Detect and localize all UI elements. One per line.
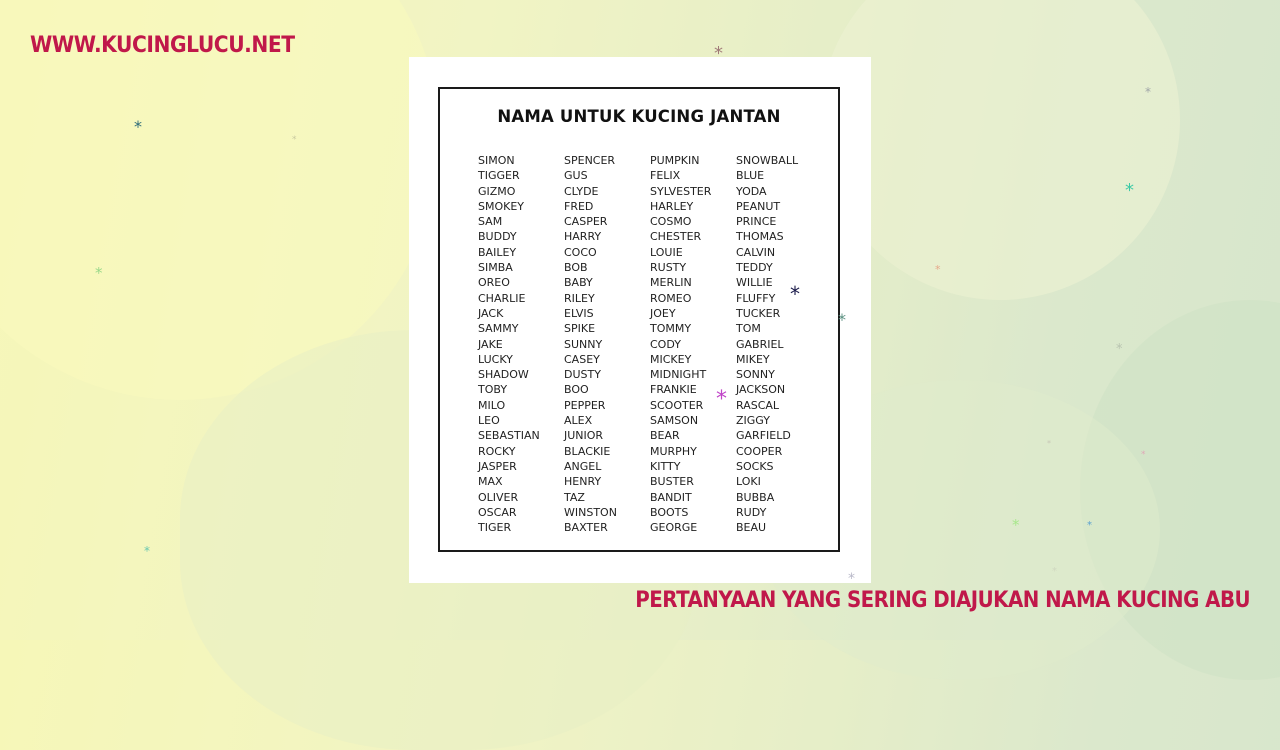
cat-name: HARLEY bbox=[650, 199, 694, 213]
cat-name: GUS bbox=[564, 169, 588, 183]
cat-name: CALVIN bbox=[736, 245, 776, 259]
cat-name: ROCKY bbox=[478, 444, 516, 458]
star-icon: * bbox=[95, 264, 103, 282]
cat-name: HENRY bbox=[564, 475, 602, 489]
star-icon: * bbox=[144, 544, 150, 558]
cat-name: MIKEY bbox=[736, 352, 770, 366]
star-icon: * bbox=[1116, 342, 1123, 357]
cat-name: SEBASTIAN bbox=[478, 429, 540, 443]
cat-name: FRED bbox=[564, 199, 594, 213]
cat-name: TEDDY bbox=[736, 261, 773, 275]
cat-name: SIMBA bbox=[478, 261, 513, 275]
cat-name: YODA bbox=[736, 184, 767, 198]
cat-name: CLYDE bbox=[564, 184, 599, 198]
cat-name: FELIX bbox=[650, 169, 681, 183]
cat-name: BAXTER bbox=[564, 521, 608, 535]
cat-name: OSCAR bbox=[478, 505, 517, 519]
cat-name: LOKI bbox=[736, 475, 761, 489]
star-icon: * bbox=[935, 263, 941, 276]
cat-name: BANDIT bbox=[650, 490, 692, 504]
cat-name: COSMO bbox=[650, 215, 692, 229]
cat-name: BABY bbox=[564, 276, 593, 290]
cat-name: BLUE bbox=[736, 169, 765, 183]
star-icon: * bbox=[292, 135, 297, 145]
cat-name: TUCKER bbox=[736, 306, 781, 320]
cat-name: BOO bbox=[564, 383, 589, 397]
cat-name: FLUFFY bbox=[736, 291, 776, 305]
cat-name: RILEY bbox=[564, 291, 595, 305]
cat-name: THOMAS bbox=[736, 230, 784, 244]
names-column bbox=[478, 153, 564, 535]
star-icon: * bbox=[838, 310, 846, 329]
cat-name: MAX bbox=[478, 475, 503, 489]
cat-name: MERLIN bbox=[650, 276, 692, 290]
cat-name: TIGGER bbox=[478, 169, 520, 183]
site-url-logo[interactable]: WWW.KUCINGLUCU.NET bbox=[30, 33, 295, 58]
cat-name: BOB bbox=[564, 261, 588, 275]
cat-name: PUMPKIN bbox=[650, 154, 700, 167]
cat-name: OLIVER bbox=[478, 490, 519, 504]
names-column bbox=[736, 153, 822, 535]
cat-name: JASPER bbox=[478, 459, 517, 473]
cat-name: WILLIE bbox=[736, 276, 773, 290]
cat-name: GARFIELD bbox=[736, 429, 791, 443]
cat-name: BEAR bbox=[650, 429, 680, 443]
names-frame bbox=[438, 87, 840, 552]
cat-name: JACKSON bbox=[736, 383, 786, 397]
cat-name: SCOOTER bbox=[650, 398, 704, 412]
cat-name: TOM bbox=[736, 322, 761, 336]
cat-name: BUDDY bbox=[478, 230, 517, 244]
cat-name: FRANKIE bbox=[650, 383, 697, 397]
names-column bbox=[564, 153, 650, 535]
cat-name: BEAU bbox=[736, 521, 767, 535]
cat-name: SAMSON bbox=[650, 414, 699, 428]
star-icon: * bbox=[716, 387, 727, 412]
cat-name: TAZ bbox=[564, 490, 585, 504]
cat-name: GEORGE bbox=[650, 521, 698, 535]
cat-name: RUSTY bbox=[650, 261, 687, 275]
cat-name: SOCKS bbox=[736, 459, 774, 473]
cat-name: CODY bbox=[650, 337, 681, 351]
cat-name: CASEY bbox=[564, 352, 600, 366]
cat-name: PRINCE bbox=[736, 215, 777, 229]
cat-name: ROMEO bbox=[650, 291, 692, 305]
star-icon: * bbox=[1012, 516, 1020, 534]
cat-name: ALEX bbox=[564, 414, 593, 428]
cat-name: SPIKE bbox=[564, 322, 596, 336]
list-title: NAMA UNTUK KUCING JANTAN bbox=[497, 107, 781, 126]
star-icon: * bbox=[1052, 566, 1057, 577]
cat-name: KITTY bbox=[650, 459, 681, 473]
star-icon: * bbox=[848, 571, 855, 587]
cat-name: HARRY bbox=[564, 230, 602, 244]
cat-names-image bbox=[409, 57, 871, 583]
names-column bbox=[650, 153, 736, 535]
cat-name: JACK bbox=[478, 306, 504, 320]
cat-name: ELVIS bbox=[564, 306, 594, 320]
cat-name: BUSTER bbox=[650, 475, 694, 489]
cat-name: OREO bbox=[478, 276, 510, 290]
cat-name: ANGEL bbox=[564, 459, 602, 473]
cat-name: JOEY bbox=[650, 306, 676, 320]
cat-name: GIZMO bbox=[478, 184, 516, 198]
cat-name: LEO bbox=[478, 414, 500, 428]
cat-name: TIGER bbox=[478, 521, 512, 535]
cat-name: SYLVESTER bbox=[650, 184, 712, 198]
cat-name: RUDY bbox=[736, 505, 767, 519]
cat-name: COOPER bbox=[736, 444, 783, 458]
cat-name: BAILEY bbox=[478, 245, 517, 259]
cat-name: TOBY bbox=[478, 383, 508, 397]
star-icon: * bbox=[1047, 439, 1051, 448]
cat-name: MURPHY bbox=[650, 444, 697, 458]
cat-name: TOMMY bbox=[650, 322, 692, 336]
star-icon: * bbox=[714, 43, 723, 64]
cat-name: MIDNIGHT bbox=[650, 368, 707, 382]
star-icon: * bbox=[1145, 85, 1151, 99]
cat-name: CHARLIE bbox=[478, 291, 526, 305]
star-icon: * bbox=[1087, 520, 1092, 531]
cat-name: JUNIOR bbox=[564, 429, 604, 443]
cat-name: BUBBA bbox=[736, 490, 775, 504]
cat-name: SAMMY bbox=[478, 322, 519, 336]
cat-name: SUNNY bbox=[564, 337, 603, 351]
star-icon: * bbox=[1125, 180, 1134, 201]
star-icon: * bbox=[1141, 450, 1146, 460]
cat-name: SPENCER bbox=[564, 154, 616, 167]
cat-name: SONNY bbox=[736, 368, 775, 382]
cat-name: COCO bbox=[564, 245, 597, 259]
star-icon: * bbox=[134, 117, 142, 136]
cat-name: BLACKIE bbox=[564, 444, 611, 458]
cat-name: BOOTS bbox=[650, 505, 689, 519]
cat-name: LOUIE bbox=[650, 245, 683, 259]
cat-name: SAM bbox=[478, 215, 503, 229]
cat-name: PEPPER bbox=[564, 398, 606, 412]
cat-name: SIMON bbox=[478, 154, 515, 167]
cat-name: SHADOW bbox=[478, 368, 529, 382]
cat-name: GABRIEL bbox=[736, 337, 784, 351]
cat-name: MICKEY bbox=[650, 352, 692, 366]
cat-name: SNOWBALL bbox=[736, 154, 799, 167]
cat-name: SMOKEY bbox=[478, 199, 525, 213]
cat-name: WINSTON bbox=[564, 505, 617, 519]
cat-name: ZIGGY bbox=[736, 414, 770, 428]
cat-name: LUCKY bbox=[478, 352, 513, 366]
cat-name: MILO bbox=[478, 398, 506, 412]
star-icon: * bbox=[790, 282, 800, 306]
cat-name: JAKE bbox=[478, 337, 503, 351]
cat-name: CASPER bbox=[564, 215, 608, 229]
background-blob bbox=[820, 0, 1180, 300]
cat-name: RASCAL bbox=[736, 398, 780, 412]
cat-name: CHESTER bbox=[650, 230, 702, 244]
cat-name: PEANUT bbox=[736, 199, 781, 213]
footer-title: PERTANYAAN YANG SERING DIAJUKAN NAMA KUCING ABU bbox=[635, 588, 1250, 613]
cat-name: DUSTY bbox=[564, 368, 601, 382]
